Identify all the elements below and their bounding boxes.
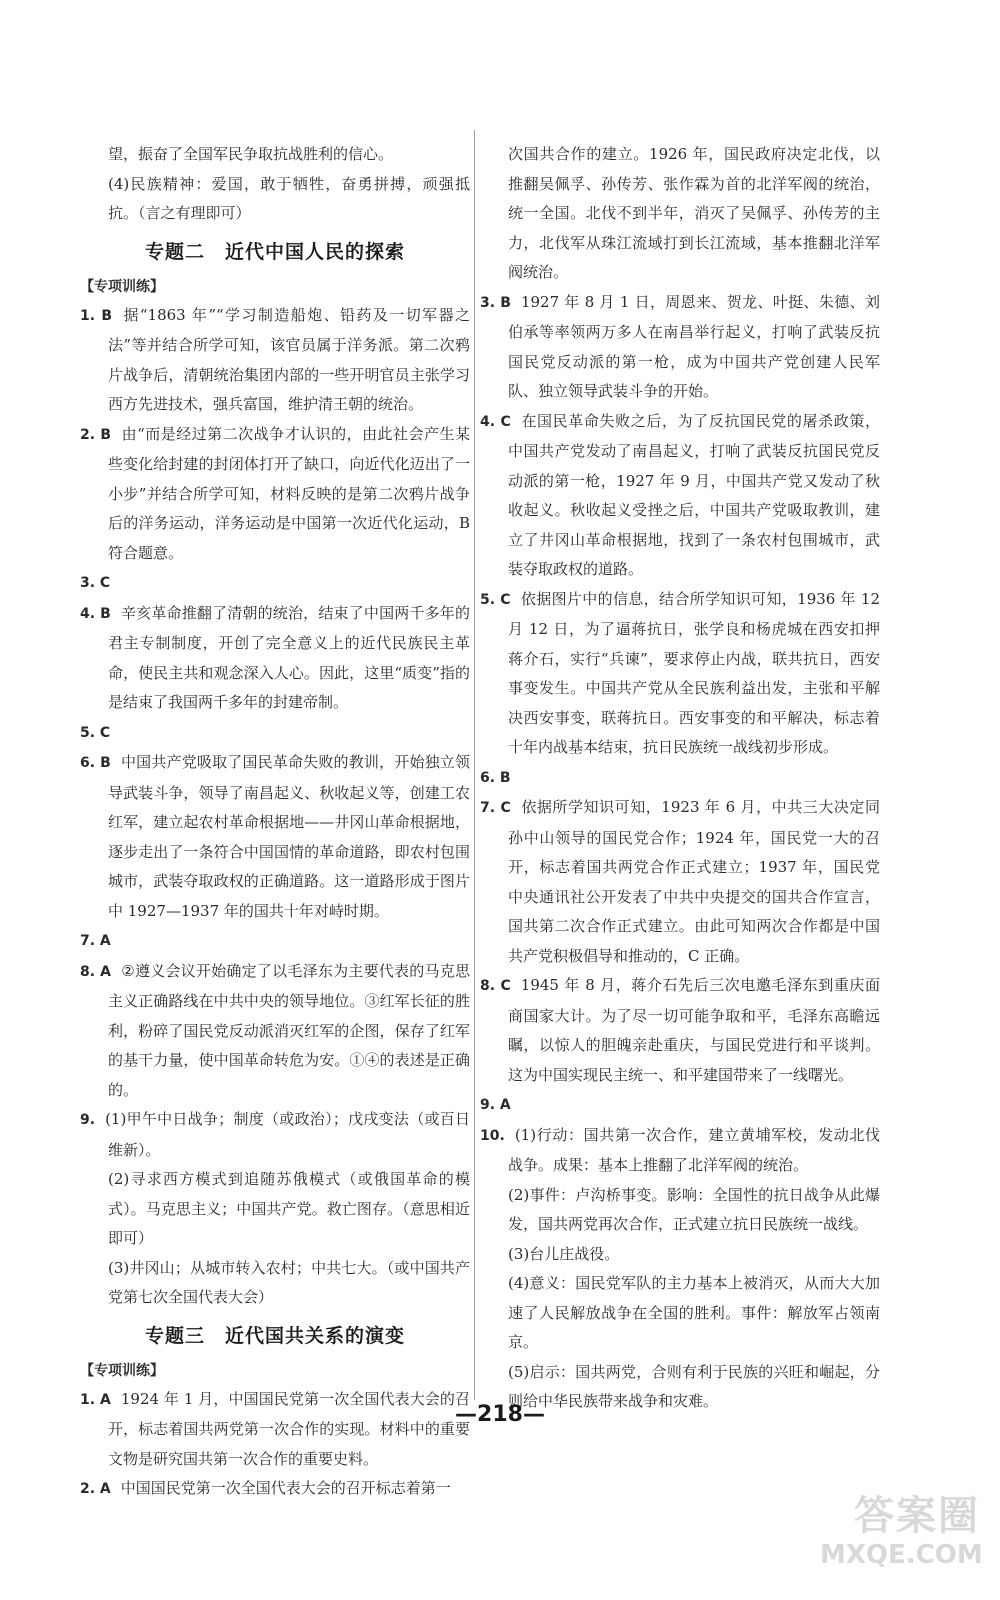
answer-text: 中国共产党吸取了国民革命失败的教训，开始独立领导武装斗争，领导了南昌起义、秋收起义等，创建工农红军，建立起农村革命根据地——井冈山革命根据地，逐步走出了一条符合中国国情的革命道路，即农村包围城市，武装夺取政权的正确道路。这一道路形成于图片中 1927—1937 年的国共十年对峙时期。 [108, 753, 470, 920]
answer-item [80, 301, 470, 420]
intro-line-1: 望，振奋了全国军民争取抗战胜利的信心。 [108, 145, 394, 163]
answer-number: 7. A [80, 933, 111, 949]
answer-number: 9. A [480, 1097, 511, 1113]
answer-item [480, 585, 880, 763]
answer-subitem: (2)事件：卢沟桥事变。影响：全国性的抗日战争从此爆发，国共两党再次合作，正式建立抗日民族统一战线。 [508, 1185, 880, 1233]
answer-item [80, 1105, 470, 1165]
answer-item [480, 971, 880, 1090]
answer-item [80, 1385, 470, 1475]
answer-item [480, 407, 880, 585]
answer-number: 1. B [80, 307, 113, 324]
answer-number: 7. C [480, 800, 511, 816]
watermark-top: 答案圈 [854, 1493, 980, 1539]
section2-tag: 【专项训练】 [80, 278, 164, 295]
watermark-bottom: MXQE.COM [820, 1540, 983, 1570]
answer-text: 1945 年 8 月，蒋介石先后三次电邀毛泽东到重庆面商国家大计。为了尽一切可能争取和平，毛泽东高瞻远瞩，以惊人的胆魄亲赴重庆，与国民党进行和平谈判。这为中国实现民主统一、和平建国带来了一线曙光。 [508, 976, 880, 1084]
answer-item [80, 718, 470, 749]
answer-number: 6. B [80, 755, 111, 771]
answer-subitem: (2)寻求西方模式到追随苏俄模式（或俄国革命的模式）。马克思主义；中国共产党。救亡图存。（意思相近即可） [108, 1170, 470, 1247]
answer-text: (1)甲午中日战争；制度（或政治）；戊戌变法（或百日维新）。 [105, 1110, 470, 1159]
answer-text: 中国国民党第一次全国代表大会的召开标志着第一 [120, 1479, 451, 1497]
answer-text: 辛亥革命推翻了清朝的统治，结束了中国两千多年的君主专制制度，开创了完全意义上的近代民族民主革命，使民主共和观念深入人心。因此，这里“质变”指的是结束了我国两千多年的封建帝制。 [108, 603, 470, 711]
answer-number: 10. [480, 1127, 505, 1144]
answer-text: 依据所学知识可知，1923 年 6 月，中共三大决定同孙中山领导的国民党合作；1924 年，国民党一大的召开，标志着国共两党合作正式建立；1937 年，国民党中央通讯社公开发表了中共中央提交的国共合作宣言，国共第二次合作正式建立。由此可知两次合作都是中国共产党积极倡导和推动的，C 正确。 [508, 798, 880, 965]
page-number: —218— [455, 1402, 545, 1427]
left-column [80, 140, 470, 1505]
answer-item [80, 1474, 470, 1505]
answer-item [480, 1121, 880, 1181]
answer-text: 1924 年 1 月，中国国民党第一次全国代表大会的召开，标志着国共两党第一次合作的实现。材料中的重要文物是研究国共第一次合作的重要史料。 [108, 1389, 470, 1468]
answer-text: 由“而是经过第二次战争才认识的，由此社会产生某些变化给封建的封闭体打开了缺口，向近代化迈出了一小步”并结合所学可知，材料反映的是第二次鸦片战争后的洋务运动，洋务运动是中国第一次近代化运动，B 符合题意。 [108, 424, 470, 562]
answer-item [480, 1090, 880, 1121]
answer-text: 据“1863 年”“学习制造船炮、铅药及一切军器之法”等并结合所学可知，该官员属于洋务派。第二次鸦片战争后，清朝统治集团内部的一些开明官员主张学习西方先进技术，强兵富国，维护清王朝的统治。 [108, 305, 470, 413]
answer-number: 5. C [80, 724, 111, 741]
answer-text: 1927 年 8 月 1 日，周恩来、贺龙、叶挺、朱德、刘伯承等率领两万多人在南昌举行起义，打响了武装反抗国民党反动派的第一枪，成为中国共产党创建人民军队、独立领导武装斗争的开始。 [508, 292, 880, 400]
answer-number: 3. B [480, 294, 511, 311]
answer-item [80, 748, 470, 926]
answer-number: 9. [80, 1112, 96, 1128]
answer-subitem: (3)台儿庄战役。 [508, 1244, 620, 1263]
answer-number: 2. A [80, 1481, 111, 1497]
answer-subitem: (5)启示：国共两党，合则有利于民族的兴旺和崛起，分则给中华民族带来战争和灾难。 [508, 1362, 880, 1410]
answer-text: ②遵义会议开始确定了以毛泽东为主要代表的马克思主义正确路线在中共中央的领导地位。③红军长征的胜利，粉碎了国民党反动派消灭红军的企图，保存了红军的基干力量，使中国革命转危为安。①④的表述是正确的。 [108, 961, 470, 1099]
answer-item [80, 599, 470, 718]
answer-number: 5. C [480, 591, 511, 608]
answer-item [80, 957, 470, 1106]
intro-line-2: (4)民族精神：爱国，敢于牺牲，奋勇拼搏，顽强抵抗。（言之有理即可） [108, 174, 470, 222]
answer-text: (1)行动：国共第一次合作，建立黄埔军校，发动北伐战争。成果：基本上推翻了北洋军阀的统治。 [508, 1125, 880, 1174]
answer-number: 8. C [480, 978, 511, 994]
answer-item [80, 568, 470, 599]
answer-number: 6. B [480, 769, 511, 786]
answer-number: 4. C [480, 413, 511, 430]
answer-item [480, 793, 880, 971]
column-divider [474, 130, 475, 1400]
answer-text: 依据图片中的信息，结合所学知识可知，1936 年 12 月 12 日，为了逼蒋抗日，张学良和杨虎城在西安扣押蒋介石，实行“兵谏”，要求停止内战，联共抗日，西安事变发生。中国共产党从全民族利益出发，主张和平解决西安事变，联蒋抗日。西安事变的和平解决，标志着十年内战基本结束，抗日民族统一战线初步形成。 [508, 589, 880, 756]
watermark-logo [820, 1492, 983, 1578]
answer-number: 1. A [80, 1391, 111, 1408]
answer-number: 8. A [80, 963, 112, 980]
answer-item [80, 926, 470, 957]
answer-number: 2. B [80, 426, 112, 443]
right-column [480, 140, 880, 1417]
section3-title: 专题三 近代国共关系的演变 [144, 1324, 405, 1347]
answer-item [480, 288, 880, 407]
continued-text: 次国共合作的建立。1926 年，国民政府决定北伐，以推翻吴佩孚、孙传芳、张作霖为首的北洋军阀的统治，统一全国。北伐不到半年，消灭了吴佩孚、孙传芳的主力，北伐军从珠江流域打到长江流域，基本推翻北洋军阀统治。 [508, 145, 880, 281]
answer-item [80, 420, 470, 569]
answer-text: 在国民革命失败之后，为了反抗国民党的屠杀政策，中国共产党发动了南昌起义，打响了武装反抗国民党反动派的第一枪，1927 年 9 月，中国共产党又发动了秋收起义。秋收起义受挫之后，中国共产党吸取教训，建立了井冈山革命根据地，找到了一条农村包围城市，武装夺取政权的道路。 [508, 411, 880, 578]
answer-number: 3. C [80, 575, 111, 591]
section3-tag: 【专项训练】 [80, 1362, 164, 1379]
answer-subitem: (3)井冈山；从城市转入农村；中共七大。（或中国共产党第七次全国代表大会） [108, 1258, 470, 1306]
section2-title: 专题二 近代中国人民的探索 [144, 240, 405, 263]
answer-item [480, 763, 880, 794]
answer-number: 4. B [80, 605, 111, 622]
answer-subitem: (4)意义：国民党军队的主力基本上被消灭，从而大大加速了人民解放战争在全国的胜利。事件：解放军占领南京。 [508, 1274, 880, 1351]
